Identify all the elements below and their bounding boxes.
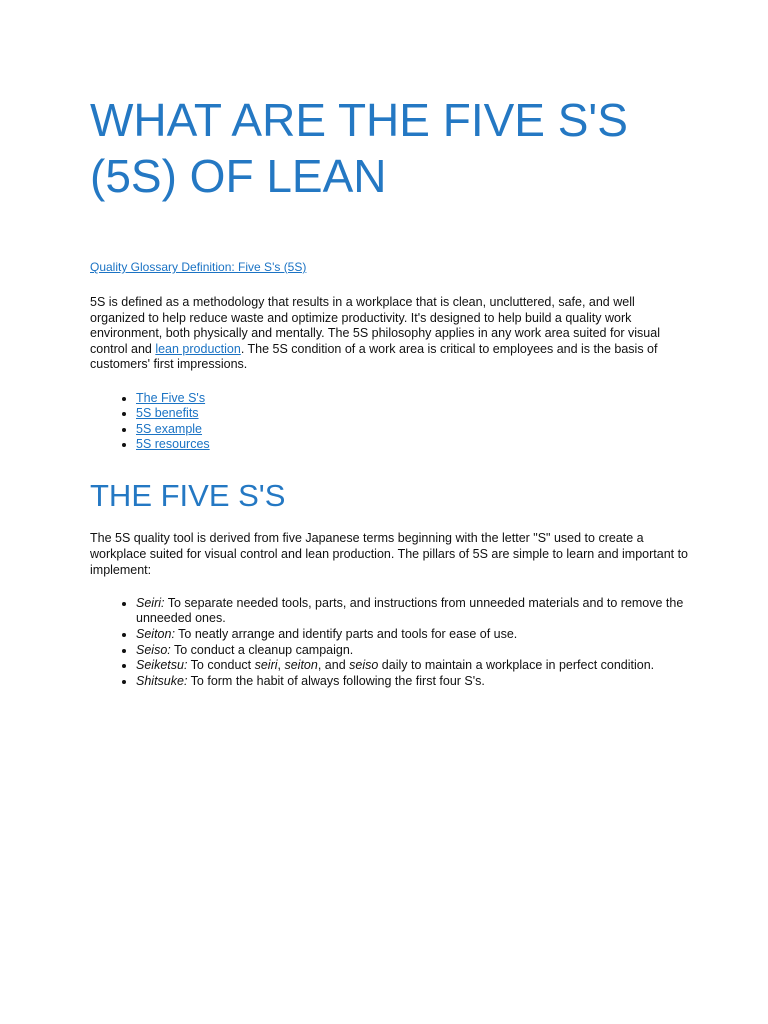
pillar-seiso [136, 643, 696, 659]
toc-item-five-s [136, 391, 690, 407]
pillar-seiketsu [136, 658, 696, 674]
toc-link-example[interactable]: 5S example [136, 421, 203, 436]
intro-paragraph [90, 295, 690, 373]
pillar-shitsuke [136, 674, 696, 690]
toc-item-resources [136, 437, 690, 453]
pillar-emphasis: seiri [254, 658, 278, 673]
pillar-description: To conduct a cleanup campaign. [170, 642, 354, 657]
pillar-description: To form the habit of always following the first four S's. [187, 674, 485, 689]
section-heading: THE FIVE S'S [90, 477, 286, 513]
glossary-definition-link[interactable]: Quality Glossary Definition: Five S's (5S) [90, 260, 307, 274]
pillar-term: Seiso: [136, 642, 171, 657]
toc-link-five-s[interactable]: The Five S's [136, 390, 206, 405]
pillar-description: To conduct [187, 658, 255, 673]
pillar-description: daily to maintain a workplace in perfect condition. [378, 658, 655, 673]
page-title: WHAT ARE THE FIVE S'S (5S) OF LEAN [90, 94, 628, 202]
pillar-separator: , [277, 658, 285, 673]
intro-text-start: 5S is defined as a methodology that results in a workplace that is clean, uncluttered, safe, and well organized to help reduce waste and optimize productivity. It's designed to help build a quality work environment, both physically and mentally. The 5S philosophy applies in any work area suited for visual control and [90, 295, 660, 356]
section-intro-paragraph: The 5S quality tool is derived from five Japanese terms beginning with the letter "S" used to create a workplace suited for visual control and lean production. The pillars of 5S are simple to learn and important to implement: [90, 530, 689, 577]
toc-link-benefits[interactable]: 5S benefits [136, 406, 199, 420]
pillar-emphasis: seiso [349, 658, 379, 673]
pillar-term: Seiketsu: [136, 658, 188, 673]
document-content [90, 92, 690, 690]
pillar-term: Seiton: [136, 626, 175, 641]
pillar-emphasis: seiton [284, 658, 318, 673]
glossary-line [90, 260, 690, 274]
toc-item-benefits [136, 406, 690, 422]
table-of-contents [90, 391, 690, 453]
toc-item-example [136, 422, 690, 438]
pillar-seiri [136, 596, 696, 627]
pillars-list [90, 596, 696, 690]
pillar-description: To separate needed tools, parts, and instructions from unneeded materials and to remove the unneeded ones. [136, 595, 684, 626]
lean-production-link[interactable]: lean production [155, 341, 241, 356]
intro-text-end: . The 5S condition of a work area is critical to employees and is the basis of customers' first impressions. [90, 341, 658, 371]
pillar-seiton [136, 627, 696, 643]
pillar-description: To neatly arrange and identify parts and tools for ease of use. [174, 626, 518, 641]
pillar-term: Shitsuke: [136, 674, 188, 689]
toc-link-resources[interactable]: 5S resources [136, 437, 210, 451]
pillar-separator: , and [317, 658, 350, 673]
pillar-term: Seiri: [136, 595, 165, 610]
